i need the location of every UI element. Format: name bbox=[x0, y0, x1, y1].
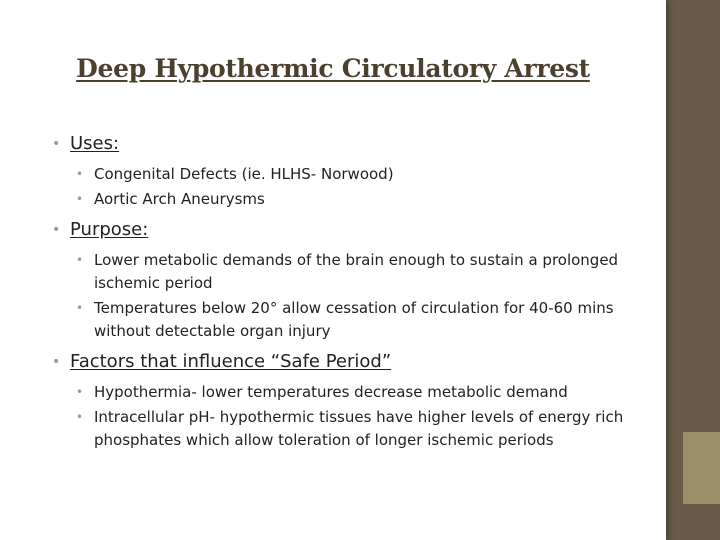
accent-block bbox=[683, 432, 720, 504]
list-item-text: Lower metabolic demands of the brain enough to sustain a prolonged ischemic period bbox=[94, 251, 619, 292]
bullet-icon: • bbox=[52, 354, 61, 370]
list-item-text: Temperatures below 20° allow cessation of circulation for 40-60 mins without detectable organ injury bbox=[94, 299, 614, 340]
section-heading-text: Factors that influence “Safe Period” bbox=[70, 351, 392, 372]
bullet-icon: • bbox=[76, 167, 84, 181]
section-heading-purpose bbox=[52, 219, 642, 241]
bullet-icon: • bbox=[76, 253, 84, 267]
bullet-icon: • bbox=[52, 222, 61, 238]
bullet-icon: • bbox=[76, 410, 84, 424]
list-item bbox=[52, 381, 642, 404]
section-heading-factors bbox=[52, 351, 642, 373]
section-heading-text: Purpose: bbox=[70, 219, 149, 240]
list-item-text: Congenital Defects (ie. HLHS- Norwood) bbox=[94, 165, 394, 183]
slide-title: Deep Hypothermic Circulatory Arrest bbox=[76, 54, 590, 83]
list-item bbox=[52, 297, 642, 343]
list-item bbox=[52, 163, 642, 186]
bullet-icon: • bbox=[52, 136, 61, 152]
list-item-text: Intracellular pH- hypothermic tissues have higher levels of energy rich phosphates which allow toleration of longer ischemic periods bbox=[94, 408, 624, 449]
bullet-content bbox=[52, 133, 642, 452]
bullet-icon: • bbox=[76, 192, 84, 206]
bullet-icon: • bbox=[76, 301, 84, 315]
list-item-text: Aortic Arch Aneurysms bbox=[94, 190, 265, 208]
bullet-icon: • bbox=[76, 385, 84, 399]
list-item-text: Hypothermia- lower temperatures decrease metabolic demand bbox=[94, 383, 568, 401]
section-heading-uses bbox=[52, 133, 642, 155]
list-item bbox=[52, 249, 642, 295]
section-heading-text: Uses: bbox=[70, 133, 120, 154]
list-item bbox=[52, 406, 642, 452]
list-item bbox=[52, 188, 642, 211]
